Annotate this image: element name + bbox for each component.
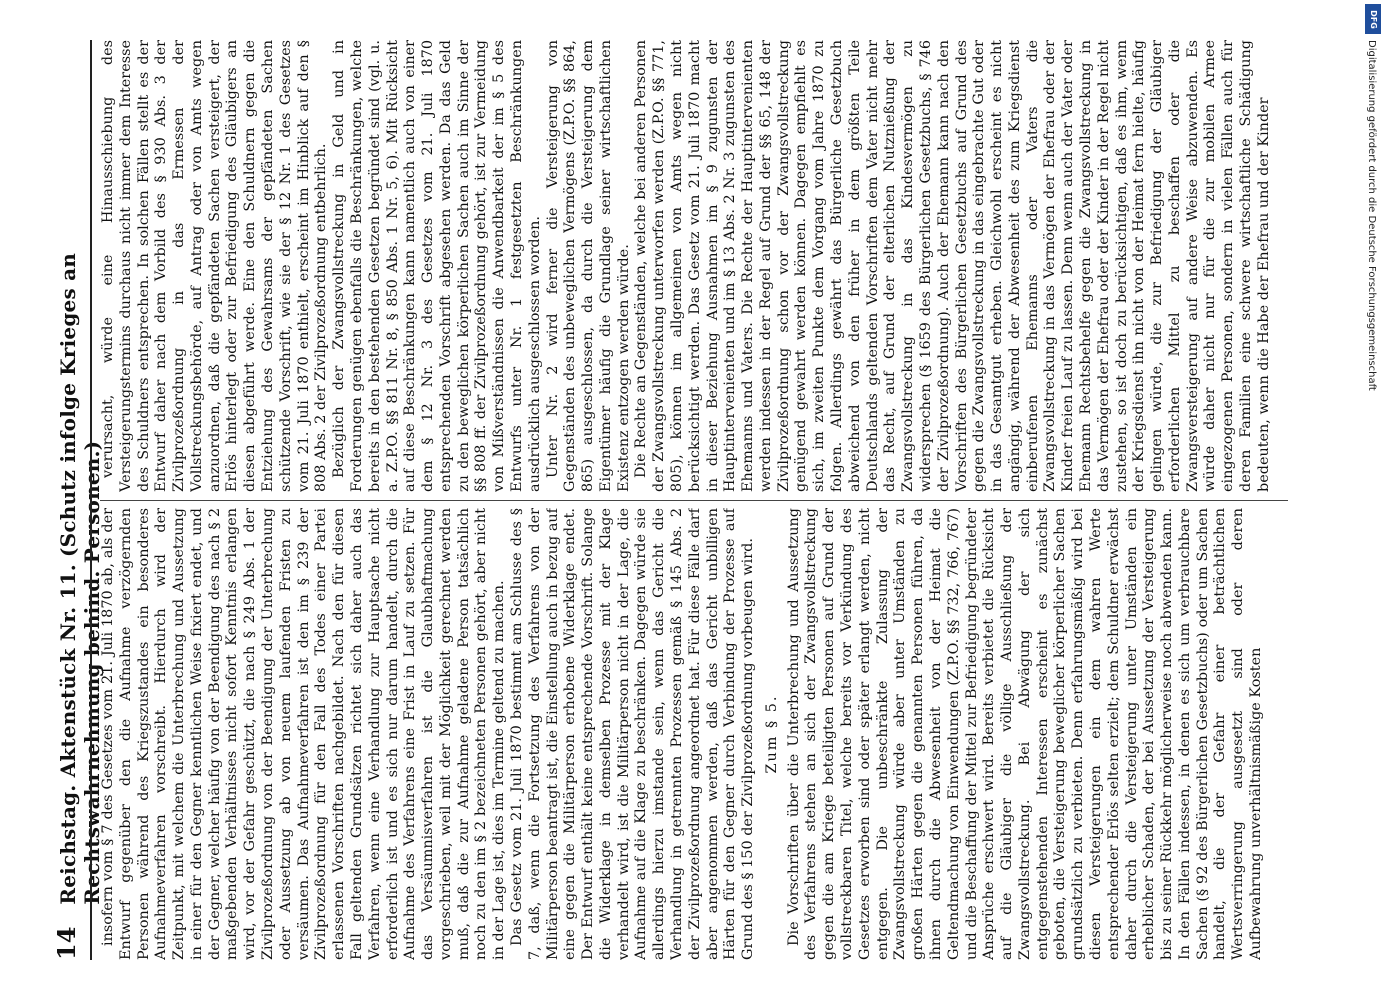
page-header [52, 40, 104, 960]
running-title: Reichstag. Aktenstück Nr. 11. (Schutz infolge Krieges an Rechtswahrnehmung behind. Personen.) [56, 253, 104, 905]
paragraph: Die Vorschriften über die Unterbrechung und Aussetzung des Verfahrens stehen an sich der Zwangsvollstreckung gegen die am Kriege beteiligten Personen auf Grund der vollstreckbaren Titel, welche bereits vor Verkündung des Gesetzes erworben sind oder später erlangt werden, nicht entgegen. Die unbeschränkte Zulassung der Zwangsvollstreckung würde aber unter Umständen zu großen Härten gegen die genannten Personen führen, da ihnen durch die Abwesenheit von der Heimat die Geltendmachung von Einwendungen (Z.P.O. §§ 732, 766, 767) und die Beschaffung der Mittel zur Befriedigung begründeter Ansprüche erschwert wird. Bereits verbietet die Rücksicht auf die Gläubiger die völlige Ausschließung der Zwangsvollstreckung. Bei Abwägung der sich entgegenstehenden Interessen erscheint es zunächst geboten, die Versteigerung beweglicher körperlicher Sachen grundsätzlich zu verbieten. Denn erfahrungsmäßig wird bei diesen Versteigerungen ein dem wahren Werte entsprechender Erlös selten erzielt; dem Schuldner erwächst daher durch die Versteigerung unter Umständen ein erheblicher Schaden, der bei Aussetzung der Versteigerung bis zu seiner Rückkehr möglicherweise noch abwenden kann. In den Fällen indessen, in denen es sich um verbrauchbare Sachen (§ 92 des Bürgerlichen Gesetzbuchs) oder um Sachen handelt, die der Gefahr einer beträchtlichen Wertsverringerung ausgesetzt sind oder deren Aufbewahrung unverhältnismäßige Kosten [785, 508, 1264, 960]
column-divider [100, 500, 1288, 501]
paragraph: verursacht, würde eine Hinausschiebung des Versteigerungstermins durchaus nicht immer dem Interesse des Schuldners entsprechen. In solchen Fällen stellt es der Entwurf daher nach dem Vorbild des § 930 Abs. 3 der Zivilprozeßordnung in das Ermessen der Vollstreckungsbehörde, auf Antrag oder von Amts wegen anzuordnen, daß die gepfändeten Sachen versteigert, der Erlös hinterlegt oder zur Befriedigung des Gläubigers an diesen abgeführt werde. Eine den Schuldnern gegen die Entziehung des Gewahrsams der gepfändeten Sachen schützende Vorschrift, wie sie der § 12 Nr. 1 des Gesetzes vom 21. Juli 1870 enthielt, erscheint im Hinblick auf den § 808 Abs. 2 der Zivilprozeßordnung entbehrlich. [100, 40, 330, 492]
digitization-note [1365, 40, 1379, 960]
paragraph: insofern vom § 7 des Gesetzes vom 21. Juli 1870 ab, als der Entwurf gegenüber den die Aufnahme verzögernden Personen während des Kriegszustandes ein besonderes Aufnahmeverfahren vorschreibt. Hierdurch wird der Zeitpunkt, mit welchem die Unterbrechung und Aussetzung in einer für den Gegner kenntlichen Weise fixiert endet, und der Gegner, welcher häufig von der Beendigung des nach § 2 maßgebenden Verhältnisses nicht sofort Kenntnis erlangen wird, vor der Gefahr geschützt, die nach § 249 Abs. 1 der Zivilprozeßordnung von der Beendigung der Unterbrechung oder Aussetzung ab von neuem laufenden Fristen zu versäumen. Das Aufnahmeverfahren ist den im § 239 der Zivilprozeßordnung für den Fall des Todes einer Partei erlassenen Vorschriften nachgebildet. Nach den für diesen Fall geltenden Grundsätzen richtet sich daher auch das Verfahren, wenn eine Verhandlung zur Hauptsache nicht erforderlich ist und es sich nur darum handelt, durch die Aufnahme des Verfahrens eine Frist in Lauf zu setzen. Für das Versäumnisverfahren ist die Glaubhaftmachung vorgeschrieben, weil mit der Möglichkeit gerechnet werden muß, daß die zur Aufnahme geladene Person tatsächlich noch zu den im § 2 bezeichneten Personen gehört, aber nicht in der Lage ist, dies im Termine geltend zu machen. [100, 508, 508, 960]
paragraph: Das Gesetz vom 21. Juli 1870 bestimmt am Schlusse des § 7, daß, wenn die Fortsetzung des Verfahrens von der Militärperson beantragt ist, die Einstellung auch in bezug auf eine gegen die Militärperson erhobene Widerklage endet. Der Entwurf enthält keine entsprechende Vorschrift. Solange die Widerklage in demselben Prozesse mit der Klage verhandelt wird, ist die Militärperson nicht in der Lage, die Aufnahme auf die Klage zu beschränken. Dagegen würde sie allerdings hierzu imstande sein, wenn das Gericht die Verhandlung in getrennten Prozessen gemäß § 145 Abs. 2 der Zivilprozeßordnung angeordnet hat. Für diese Fälle darf aber angenommen werden, daß das Gericht unbilligen Härten für den Gegner durch Verbindung der Prozesse auf Grund des § 150 der Zivilprozeßordnung vorbeugen wird. [508, 508, 757, 960]
left-column [100, 508, 1288, 960]
paragraph: Die Rechte an Gegenständen, welche bei anderen Personen der Zwangsvollstreckung unterworfen werden (Z.P.O. §§ 771, 805), können im allgemeinen von Amts wegen nicht berücksichtigt werden. Das Gesetz vom 21. Juli 1870 macht in dieser Beziehung Ausnahmen im § 9 zugunsten der Hauptintervenienten und im § 13 Abs. 2 Nr. 3 zugunsten des Ehemanns und Vaters. Die Rechte der Hauptintervenienten werden indessen in der Regel auf Grund der §§ 65, 148 der Zivilprozeßordnung schon vor der Zwangsvollstreckung genügend gewahrt werden können. Dagegen empfiehlt es sich, im zweiten Punkte dem Vorgang vom Jahre 1870 zu folgen. Allerdings gewährt das Bürgerliche Gesetzbuch abweichend von den früher in dem größten Teile Deutschlands geltenden Vorschriften dem Vater nicht mehr das Recht, auf Grund der elterlichen Nutznießung der Zwangsvollstreckung in das Kindesvermögen zu widersprechen (§ 1659 des Bürgerlichen Gesetzbuchs, § 746 der Zivilprozeßordnung). Auch der Ehemann kann nach den Vorschriften des Bürgerlichen Gesetzbuchs auf Grund des gegen die Zwangsvollstreckung in das eingebrachte Gut oder in das Gesamtgut erheben. Gleichwohl erscheint es nicht angängig, während der Abwesenheit des zum Kriegsdienst einberufenen Ehemanns oder Vaters die Zwangsvollstreckung in das Vermögen der Ehefrau oder der Kinder freien Lauf zu lassen. Denn wenn auch der Vater oder Ehemann Rechtsbehelfe gegen die Zwangsvollstreckung in das Vermögen der Ehefrau oder der Kinder in der Regel nicht zustehen, so ist doch zu berücksichtigen, daß es ihm, wenn der Kriegsdienst ihn nicht von der Heimat fern hielte, häufig gelingen würde, die zur Befriedigung der Gläubiger erforderlichen Mittel zu beschaffen oder die Zwangsversteigerung auf andere Weise abzuwenden. Es würde daher nicht nur für die zur mobilen Armee eingezogenen Personen, sondern in vielen Fällen auch für deren Familien eine schwere wirtschaftliche Schädigung bedeuten, wenn die Habe der Ehefrau und der Kinder [633, 40, 1272, 492]
header-rule [90, 40, 92, 960]
paragraph: Bezüglich der Zwangsvollstreckung in Geld und in Forderungen genügen ebenfalls die Beschränkungen, welche bereits in den bestehenden Gesetzen begründet sind (vgl. u. a. Z.P.O. §§ 811 Nr. 8, § 850 Abs. 1 Nr. 5, 6). Mit Rücksicht auf diese Beschränkungen kann namentlich auch von einer dem § 12 Nr. 3 des Gesetzes vom 21. Juli 1870 entsprechenden Vorschrift abgesehen werden. Da das Geld zu den beweglichen körperlichen Sachen auch im Sinne der §§ 808 ff. der Zivilprozeßordnung gehört, ist zur Vermeidung von Mißverständnissen die Anwendbarkeit der im § 5 des Entwurfs unter Nr. 1 festgesetzten Beschränkungen ausdrücklich ausgeschlossen worden. [331, 40, 543, 492]
dfg-logo-text: DFG [1368, 9, 1378, 29]
section-heading: Zum § 5. [763, 694, 780, 774]
paragraph: Unter Nr. 2 wird ferner die Versteigerung von Gegenständen des unbeweglichen Vermögens (Z.P.O. §§ 864, 865) ausgeschlossen, da durch die Versteigerung dem Eigentümer häufig die Grundlage seiner wirtschaftlichen Existenz entzogen werden würde. [544, 40, 632, 492]
right-column [100, 40, 1288, 492]
digitization-note-text: Digitalisierung gefördert durch die Deutsche Forschungsgemeinschaft [1366, 40, 1377, 391]
dfg-logo [1365, 4, 1381, 34]
page-number: 14 [52, 926, 81, 960]
